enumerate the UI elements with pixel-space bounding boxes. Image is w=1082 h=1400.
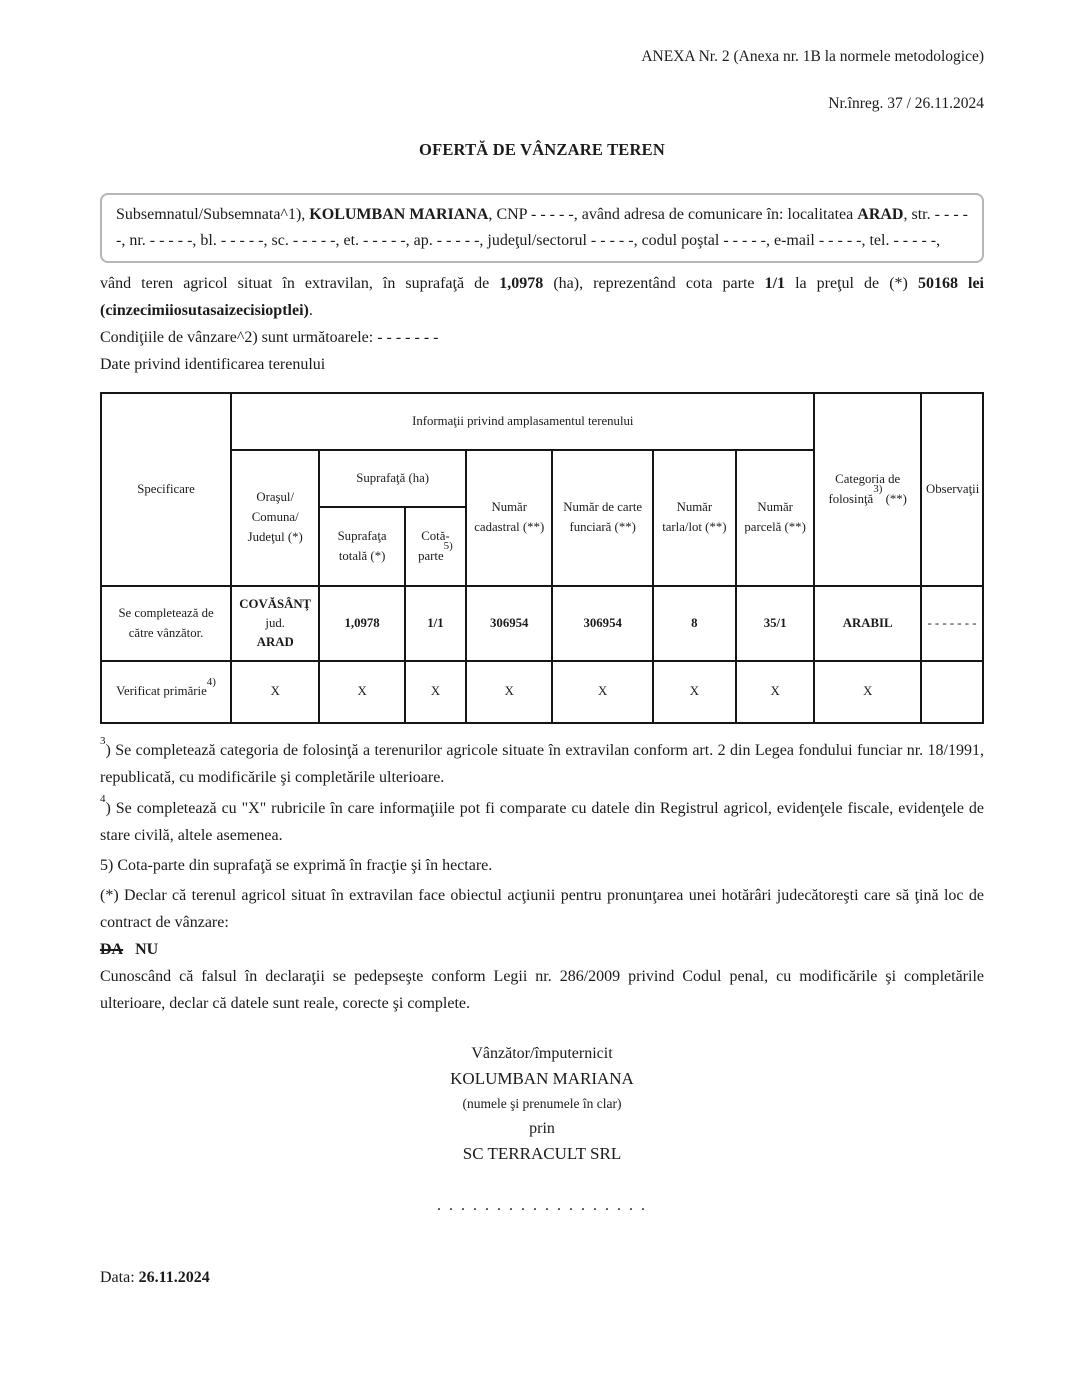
- signature-dots: . . . . . . . . . . . . . . . . . .: [437, 1197, 647, 1214]
- table-header-row-1: [101, 393, 983, 450]
- land-id-heading: Date privind identificarea terenului: [100, 356, 326, 373]
- seller-row-label: Se completează de către vânzător.: [101, 586, 231, 661]
- verificat-x-orasul: X: [231, 661, 319, 723]
- col-observatii: Observaţii: [921, 393, 983, 586]
- signature-company: SC TERRACULT SRL: [462, 1144, 622, 1163]
- verificat-footnote-ref: 4): [206, 675, 216, 688]
- cell-county: ARAD: [256, 635, 294, 650]
- cell-locality: [231, 586, 319, 661]
- verificat-x-cadastral: X: [466, 661, 552, 723]
- cell-tarla: 8: [653, 586, 736, 661]
- col-cota-parte: Cotă-parte$^{5)}$: [405, 507, 466, 586]
- seller-data-row: [101, 586, 983, 661]
- cell-cota: 1/1: [405, 586, 466, 661]
- verificat-x-tarla: X: [653, 661, 736, 723]
- da-nu-line: [100, 936, 984, 963]
- sale-text-2: (ha), reprezentând cota parte: [543, 275, 765, 292]
- da-option-struck: DA: [100, 941, 124, 958]
- verificat-x-cota: X: [405, 661, 466, 723]
- intro-prefix: Subsemnatul/Subsemnata^1),: [116, 206, 310, 223]
- verificat-x-suprafata: X: [319, 661, 405, 723]
- intro-cnp: , CNP - - - - -, având adresa de comunicare în: localitatea: [488, 206, 858, 223]
- sale-text-1: vând teren agricol situat în extravilan, în suprafaţă de: [100, 275, 500, 292]
- intro-box: [100, 193, 984, 263]
- verificat-x-carte: X: [552, 661, 652, 723]
- cell-jud: jud.: [265, 615, 285, 630]
- col-suprafata-totala: Suprafaţa totală (*): [319, 507, 405, 586]
- col-numar-cadastral: Număr cadastral (**): [466, 450, 552, 586]
- cell-parcela: 35/1: [736, 586, 815, 661]
- signature-block: [100, 1041, 984, 1215]
- share-value: 1/1: [764, 275, 786, 292]
- signature-name: KOLUMBAN MARIANA: [450, 1069, 634, 1088]
- cell-city: COVĂSÂNŢ: [239, 596, 312, 611]
- cell-categoria: ARABIL: [814, 586, 921, 661]
- anexa-note: ANEXA Nr. 2 (Anexa nr. 1B la normele metodologice): [641, 48, 984, 65]
- signature-role: Vânzător/împuternicit: [471, 1045, 613, 1062]
- footnote-5: 5) Cota-parte din suprafaţă se exprimă în fracţie şi în hectare.: [100, 857, 493, 874]
- intro-address: , str. - - - - -, nr. - - - - -, bl. - - - - -, sc. - - - - -, et. - - - - -, ap. - - - - -, judeţul/sectorul - - - - -, codul poştal - - - - -, e-mail - - - - -, tel. - - - - -,: [116, 206, 969, 249]
- verificat-row: [101, 661, 983, 723]
- price-in-words: (cinzecimiiosutasaizecisioptlei): [100, 302, 309, 319]
- verificat-label: Verificat primărie$^{4)}$: [101, 661, 231, 723]
- col-specificare: Specificare: [101, 393, 231, 586]
- declaration-star: (*) Declar că terenul agricol situat în extravilan face obiectul acţiunii pentru pronunţarea unei hotărâri judecătoreşti care să ţină loc de contract de vânzare:: [100, 887, 984, 931]
- col-tarla-lot: Număr tarla/lot (**): [653, 450, 736, 586]
- conditions-line: Condiţiile de vânzare^2) sunt următoarele: - - - - - - -: [100, 329, 439, 346]
- col-categoria: Categoria de folosinţă$^{3)}$ (**): [814, 393, 921, 586]
- footnote-3: $^3$) Se completează categoria de folosinţă a terenurilor agricole situate în extravilan conform art. 2 din Legea fondului funciar nr. 18/1991, republicată, cu modificările şi completările ulterioare.: [100, 734, 984, 786]
- cell-observatii: - - - - - - -: [921, 586, 983, 661]
- sale-period: .: [308, 302, 313, 319]
- date-line: [100, 1269, 984, 1287]
- registration-number: Nr.înreg. 37 / 26.11.2024: [828, 95, 984, 112]
- col-suprafata-group: Suprafaţă (ha): [319, 450, 466, 507]
- cell-carte-funciara: 306954: [552, 586, 652, 661]
- date-value: 26.11.2024: [138, 1269, 210, 1286]
- date-label: Data:: [100, 1269, 139, 1286]
- footnote-4: $^4$) Se completează cu "X" rubricile în care informaţiile pot fi comparate cu datele din Registrul agricol, evidenţele fiscale, evidenţele de stare civilă, altele asemenea.: [100, 792, 984, 844]
- penal-clause: Cunoscând că falsul în declaraţii se pedepseşte conform Legii nr. 286/2009 privind Codul penal, cu modificările şi completările ulterioare, declar că datele sunt reale, corecte şi complete.: [100, 968, 984, 1012]
- cell-suprafata: 1,0978: [319, 586, 405, 661]
- locality-value: ARAD: [857, 206, 904, 223]
- signature-clarification: (numele şi prenumele în clar): [462, 1096, 622, 1111]
- area-value: 1,0978: [499, 275, 544, 292]
- cota-footnote-ref: 5): [443, 540, 453, 553]
- footnote-3-marker: 3: [100, 734, 106, 747]
- verificat-x-parcela: X: [736, 661, 815, 723]
- signature-prin: prin: [529, 1120, 555, 1137]
- verificat-observatii-empty: [921, 661, 983, 723]
- footnote-4-marker: 4: [100, 792, 106, 805]
- document-title: OFERTĂ DE VÂNZARE TEREN: [419, 140, 665, 159]
- sale-paragraph: [100, 270, 984, 324]
- verificat-x-categoria: X: [814, 661, 921, 723]
- land-table: [100, 392, 984, 724]
- seller-name: KOLUMBAN MARIANA: [309, 206, 489, 223]
- sale-text-3: la preţul de (*): [785, 275, 918, 292]
- col-carte-funciara: Număr de carte funciară (**): [552, 450, 652, 586]
- col-orasul: Oraşul/ Comuna/ Judeţul (*): [231, 450, 319, 586]
- price-value: 50168 lei: [917, 275, 984, 292]
- nu-option: NU: [135, 941, 159, 958]
- col-parcela: Număr parcelă (**): [736, 450, 815, 586]
- categoria-footnote-ref: 3): [873, 483, 883, 496]
- cell-cadastral: 306954: [466, 586, 552, 661]
- col-info-group: Informaţii privind amplasamentul terenului: [231, 393, 814, 450]
